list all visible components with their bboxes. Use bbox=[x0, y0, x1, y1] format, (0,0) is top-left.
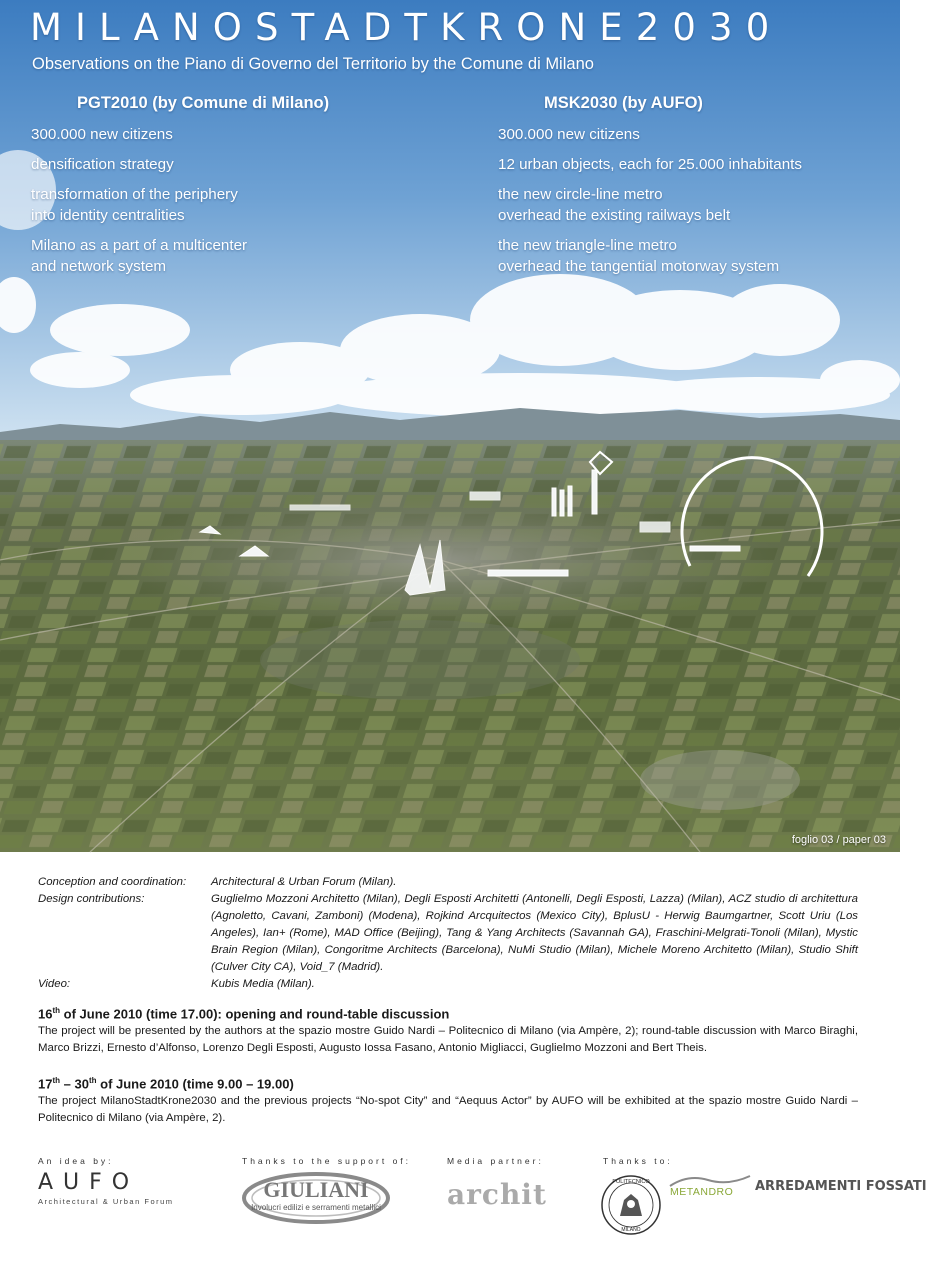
credit-key: Conception and coordination: bbox=[38, 876, 187, 888]
partners-strip bbox=[0, 1154, 927, 1274]
aufo-wordmark: AUFO bbox=[38, 1170, 140, 1195]
seal-city: MILANO bbox=[621, 1227, 641, 1233]
sheet-number-label: foglio 03 / paper 03 bbox=[791, 834, 886, 846]
msk2030-column bbox=[498, 94, 918, 286]
thanks-to-label: Thanks to: bbox=[603, 1156, 673, 1166]
credit-row bbox=[38, 874, 858, 891]
giuliani-logo bbox=[240, 1170, 396, 1226]
support-label: Thanks to the support of: bbox=[242, 1156, 412, 1166]
pgt2010-column bbox=[31, 94, 451, 286]
event-heading-text: of June 2010 (time 9.00 – 19.00) bbox=[96, 1076, 294, 1092]
pgt2010-heading: PGT2010 (by Comune di Milano) bbox=[77, 94, 330, 112]
msk2030-item: 12 urban objects, each for 25.000 inhabitants bbox=[498, 156, 802, 173]
opening-event-text: The project will be presented by the authors at the spazio mostre Guido Nardi – Politecnico di Milano (via Ampère, 2); round-table discussion with Marco Biraghi, Marco Brizzi, Ernesto d’Alfonso, Lorenzo Degli Esposti, Augusto Iossa Fasano, Antonio Migliacci, Guglielmo Mozzoni and Bert Theis. bbox=[38, 1025, 858, 1055]
credit-value: Kubis Media (Milan). bbox=[211, 978, 315, 990]
msk2030-item: the new triangle-line metro overhead the tangential motorway system bbox=[498, 237, 780, 275]
msk2030-item: the new circle-line metro overhead the existing railways belt bbox=[498, 186, 731, 224]
event-day: 17 bbox=[38, 1076, 53, 1092]
metandro-logo: METANDRO bbox=[670, 1186, 734, 1198]
aufo-logo bbox=[38, 1172, 174, 1206]
credit-row bbox=[38, 891, 858, 976]
event-day: 16 bbox=[38, 1006, 53, 1022]
fossati-logo: ARREDAMENTI FOSSATI bbox=[755, 1179, 927, 1194]
credit-value: Architectural & Urban Forum (Milan). bbox=[211, 876, 397, 888]
pgt2010-list bbox=[31, 124, 451, 277]
msk2030-list bbox=[498, 124, 918, 277]
credits-section bbox=[38, 874, 858, 993]
aufo-subtitle: Architectural & Urban Forum bbox=[38, 1197, 174, 1206]
giuliani-tagline: Involucri edilizi e serramenti metallici bbox=[251, 1203, 381, 1212]
opening-event-heading bbox=[38, 1006, 858, 1021]
media-partner-label: Media partner: bbox=[447, 1156, 544, 1166]
msk2030-heading: MSK2030 (by AUFO) bbox=[544, 94, 703, 112]
archit-logo: archit bbox=[447, 1178, 547, 1211]
event-end-day: – 30 bbox=[60, 1076, 89, 1092]
politecnico-seal bbox=[600, 1174, 662, 1236]
idea-by-label: An idea by: bbox=[38, 1156, 114, 1166]
pgt2010-item: transformation of the periphery into identity centralities bbox=[31, 186, 238, 224]
poster-subtitle: Observations on the Piano di Governo del Territorio by the Comune di Milano bbox=[32, 55, 594, 73]
event-day-suffix: th bbox=[52, 1006, 61, 1015]
credit-value: Guglielmo Mozzoni Architetto (Milan), Degli Esposti Architetti (Antonelli, Degli Esposti, Lazza) (Milan), ACZ studio di architettura (Agnoletto, Cavani, Zamboni) (Modena), Rojkind Arcquitectos (Mexico City), BplusU - Herwig Baumgartner, Scott Uriu (Los Angeles), Ian+ (Rome), MAD Office (Beijing), Tang & Yang Architects (Savannah GA), Fraschini-Melgrati-Tonoli (Milan), Mystic Brain Region (Milan), Congoritme Architects (Barcelona), NuMi Studio (Milan), Michele Moreno Architetto (Milan), Studio Shift (Culver City CA), Void_7 (Madrid). bbox=[211, 893, 858, 973]
event-end-day-suffix: th bbox=[88, 1076, 97, 1085]
exhibition-event bbox=[38, 1076, 858, 1127]
credit-key: Video: bbox=[38, 978, 71, 990]
exhibition-event-heading bbox=[38, 1076, 858, 1091]
credit-key: Design contributions: bbox=[38, 893, 145, 905]
pgt2010-item: 300.000 new citizens bbox=[31, 126, 173, 143]
seal-text: POLITECNICO bbox=[612, 1179, 650, 1185]
opening-event bbox=[38, 1006, 858, 1057]
pgt2010-item: Milano as a part of a multicenter and network system bbox=[31, 237, 248, 275]
exhibition-event-text: The project MilanoStadtKrone2030 and the previous projects “No-spot City” and “Aequus Actor” by AUFO will be exhibited at the spazio mostre Guido Nardi – Politecnico di Milano (via Ampère, 2). bbox=[38, 1095, 858, 1125]
poster-title: MILANOSTADTKRONE2030 bbox=[30, 6, 783, 49]
pgt2010-item: densification strategy bbox=[31, 156, 174, 173]
credit-row bbox=[38, 976, 858, 993]
msk2030-item: 300.000 new citizens bbox=[498, 126, 640, 143]
event-day-suffix: th bbox=[52, 1076, 61, 1085]
event-heading-text: of June 2010 (time 17.00): opening and round-table discussion bbox=[60, 1006, 450, 1022]
giuliani-wordmark: GIULIANI bbox=[263, 1177, 369, 1202]
